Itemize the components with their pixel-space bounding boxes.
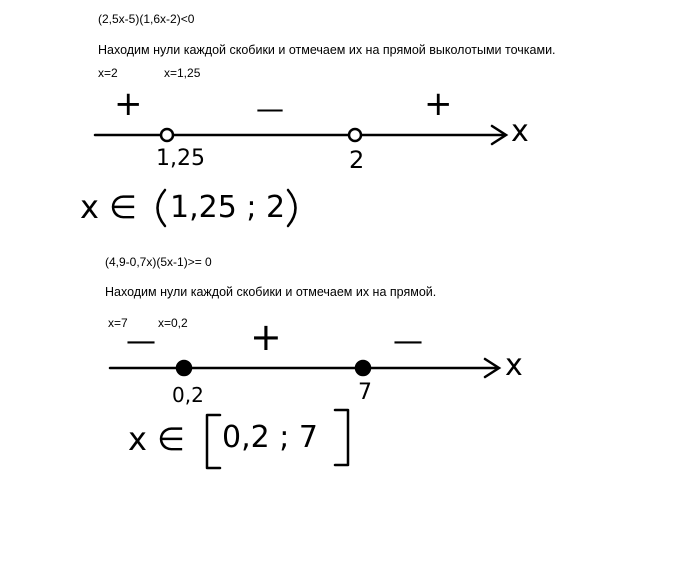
problem2-zero-b: x=0,2 — [158, 316, 188, 330]
problem1-point-right-label: 2 — [349, 146, 365, 174]
problem2-zero-a: x=7 — [108, 316, 128, 330]
problem1-zero-a: x=2 — [98, 66, 118, 80]
problem2-inequality: (4,9-0,7x)(5x-1)>= 0 — [105, 255, 212, 269]
problem1-axis-label: x — [511, 114, 529, 149]
problem1-sign-middle: — — [256, 92, 284, 125]
problem1-answer-values: 1,25 ; 2 — [170, 190, 286, 225]
problem2-filled-point-left — [177, 361, 191, 375]
problem2-sign-middle: + — [250, 315, 282, 359]
problem2-answer-values: 0,2 ; 7 — [222, 420, 318, 455]
problem1-point-left-label: 1,25 — [156, 146, 205, 171]
problem2-axis-label: x — [505, 348, 523, 383]
problem1-answer-prefix: x ∈ — [80, 188, 137, 226]
problem1-zero-b: x=1,25 — [164, 66, 201, 80]
problem2-number-line — [110, 359, 499, 377]
problem1-instruction: Находим нули каждой скобики и отмечаем их на прямой выколотыми точками. — [98, 43, 556, 57]
problem2-sign-left: — — [126, 324, 156, 359]
problem1-open-point-left — [161, 129, 173, 141]
problem1-inequality: (2,5x-5)(1,6x-2)<0 — [98, 12, 195, 26]
problem2-point-left-label: 0,2 — [172, 383, 204, 407]
problem2-point-right-label: 7 — [358, 380, 372, 405]
problem1-number-line — [95, 126, 506, 144]
problem1-sign-left: + — [114, 84, 143, 124]
problem1-sign-right: + — [424, 84, 453, 124]
problem2-instruction: Находим нули каждой скобики и отмечаем их на прямой. — [105, 285, 437, 299]
problem2-answer-prefix: x ∈ — [128, 420, 185, 458]
problem2-sign-right: — — [393, 324, 423, 359]
problem1-open-point-right — [349, 129, 361, 141]
problem2-filled-point-right — [356, 361, 370, 375]
